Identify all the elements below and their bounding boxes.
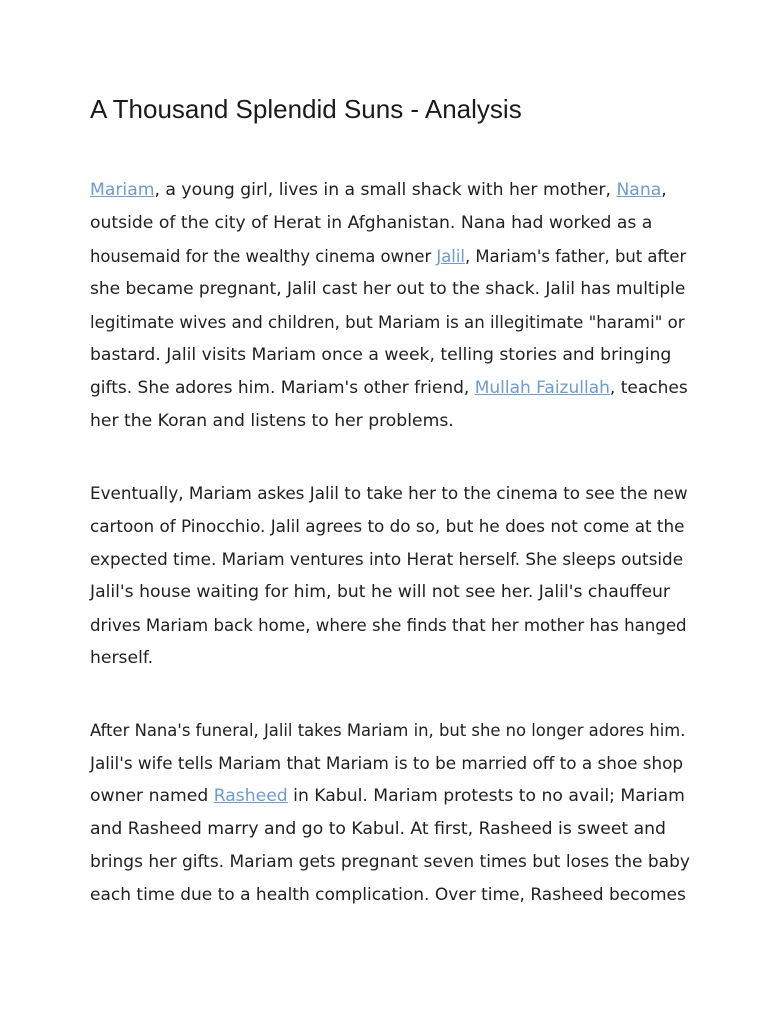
text-line (90, 879, 690, 912)
text-segment: , teaches (609, 378, 688, 398)
text-line (90, 405, 690, 438)
text-line (90, 609, 690, 642)
character-link-jalil[interactable]: Jalil (436, 247, 465, 266)
text-line (90, 543, 690, 576)
text-segment: bastard. Jalil visits Mariam once a week, telling stories and bringing (90, 345, 672, 365)
text-segment: each time due to a health complication. Over time, Rasheed becomes (90, 885, 686, 905)
text-segment: her the Koran and listens to her problems. (90, 411, 454, 431)
text-segment: outside of the city of Herat in Afghanistan. Nana had worked as a (90, 213, 653, 233)
text-line (90, 207, 690, 240)
paragraph-1 (90, 174, 690, 438)
text-segment: gifts. She adores him. Mariam's other friend, (90, 378, 475, 398)
text-line (90, 339, 690, 372)
text-segment: she became pregnant, Jalil cast her out to the shack. Jalil has multiple (90, 279, 686, 299)
character-link-rasheed[interactable]: Rasheed (213, 786, 288, 806)
text-line (90, 813, 690, 846)
text-segment: herself. (90, 648, 154, 668)
text-line (90, 372, 690, 405)
text-line (90, 642, 690, 675)
text-segment: brings her gifts. Mariam gets pregnant seven times but loses the baby (90, 852, 690, 872)
text-segment: Jalil's house waiting for him, but he will not see her. Jalil's chauffeur (90, 582, 671, 602)
character-link-nana[interactable]: Nana (616, 180, 662, 200)
text-line (90, 273, 690, 306)
text-line (90, 780, 690, 813)
text-line (90, 747, 690, 780)
text-segment: and Rasheed marry and go to Kabul. At first, Rasheed is sweet and (90, 819, 666, 839)
text-segment: housemaid for the wealthy cinema owner (90, 247, 437, 266)
text-segment: cartoon of Pinocchio. Jalil agrees to do so, but he does not come at the (90, 516, 685, 536)
text-line (90, 174, 690, 207)
text-line (90, 306, 690, 339)
text-segment: expected time. Mariam ventures into Herat herself. She sleeps outside (90, 549, 684, 569)
text-line (90, 714, 690, 747)
text-line (90, 240, 690, 273)
text-segment: Jalil's wife tells Mariam that Mariam is to be married off to a shoe shop (90, 753, 684, 773)
text-segment: , a young girl, lives in a small shack with her mother, (154, 180, 617, 200)
text-line (90, 477, 690, 510)
paragraph-2 (90, 477, 690, 675)
character-link-mullah-faizullah[interactable]: Mullah Faizullah (474, 378, 610, 398)
text-line (90, 846, 690, 879)
text-segment: Eventually, Mariam askes Jalil to take her to the cinema to see the new (90, 483, 688, 503)
character-link-mariam[interactable]: Mariam (90, 180, 155, 200)
text-line (90, 510, 690, 543)
text-segment: , Mariam's father, but after (464, 247, 687, 266)
text-segment: drives Mariam back home, where she finds that her mother has hanged (90, 616, 687, 635)
text-line (90, 576, 690, 609)
text-segment: After Nana's funeral, Jalil takes Mariam in, but she no longer adores him. (90, 721, 686, 740)
paragraph-3 (90, 714, 690, 912)
text-segment: owner named (90, 786, 214, 806)
document-title: A Thousand Splendid Suns - Analysis (90, 94, 522, 124)
text-segment: in Kabul. Mariam protests to no avail; Mariam (287, 786, 685, 806)
text-segment: legitimate wives and children, but Mariam is an illegitimate "harami" or (90, 313, 685, 332)
text-segment: , (661, 180, 667, 200)
